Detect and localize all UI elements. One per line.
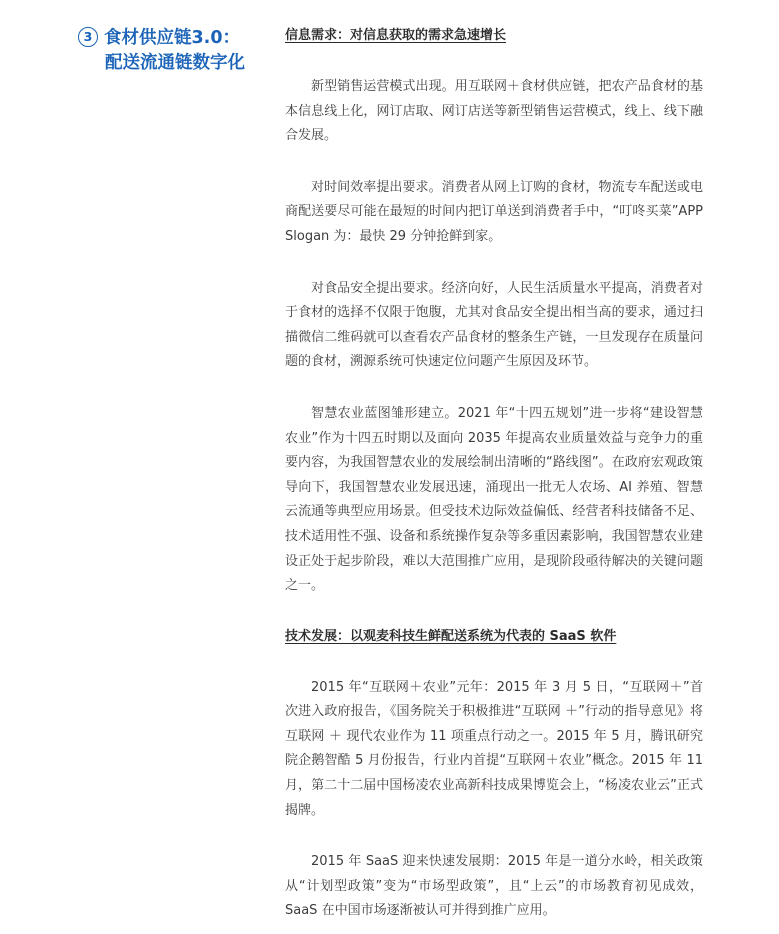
paragraph: 新型销售运营模式出现。用互联网＋食材供应链，把农产品食材的基本信息线上化，网订店取、网订店送等新型销售运营模式，线上、线下融合发展。 — [285, 79, 703, 144]
section-heading-line-2: 配送流通链数字化 — [105, 53, 245, 73]
paragraph: 2015 年 SaaS 迎来快速发展期：2015 年是一道分水岭，相关政策从“计划型政策”变为“市场型政策”，且“上云”的市场教育初见成效，SaaS 在中国市场逐渐被认可并得到推广应用。 — [285, 854, 703, 919]
subheading-technology-development: 技术发展：以观麦科技生鲜配送系统为代表的 SaaS 软件 — [285, 628, 617, 644]
section-heading-line-1: 食材供应链3.0： — [104, 28, 241, 48]
subheading-information-demand: 信息需求：对信息获取的需求急速增长 — [285, 28, 507, 43]
article-body — [285, 24, 703, 924]
paragraph: 对食品安全提出要求。经济向好，人民生活质量水平提高，消费者对于食材的选择不仅限于饱腹，尤其对食品安全提出相当高的要求，通过扫描微信二维码就可以查看农产品食材的整条生产链，一旦发现存在质量问题的食材，溯源系统可快速定位问题产生原因及环节。 — [285, 280, 703, 370]
paragraph: 智慧农业蓝图雏形建立。2021 年“十四五规划”进一步将“建设智慧农业”作为十四五时期以及面向 2035 年提高农业质量效益与竞争力的重要内容，为我国智慧农业的发展绘制出清晰的“路线图”。在政府宏观政策导向下，我国智慧农业发展迅速，涌现出一批无人农场、AI 养殖、智慧云流通等典型应用场景。但受技术边际效益偏低、经营者科技储备不足、技术适用性不强、设备和系统操作复杂等多重因素影响，我国智慧农业建设正处于起步阶段，难以大范围推广应用，是现阶段亟待解决的关键问题之一。 — [285, 405, 703, 594]
paragraph: 对时间效率提出要求。消费者从网上订购的食材，物流专车配送或电商配送要尽可能在最短的时间内把订单送到消费者手中，“叮咚买菜”APP Slogan 为：最快 29 分钟抢鲜到家。 — [285, 179, 703, 244]
paragraph: 2015 年“互联网＋农业”元年：2015 年 3 月 5 日，“互联网＋”首次进入政府报告，《国务院关于积极推进“互联网 ＋”行动的指导意见》将互联网 ＋ 现代农业作为 11 项重点行动之一。2015 年 5 月，腾讯研究院企鹅智酷 5 月份报告，行业内首提“互联网＋农业”概念。2015 年 11 月，第二十二届中国杨凌农业高新科技成果博览会上，“杨凌农业云”正式揭牌。 — [285, 679, 703, 818]
section-heading — [78, 26, 268, 76]
section-number-badge: 3 — [78, 27, 98, 47]
